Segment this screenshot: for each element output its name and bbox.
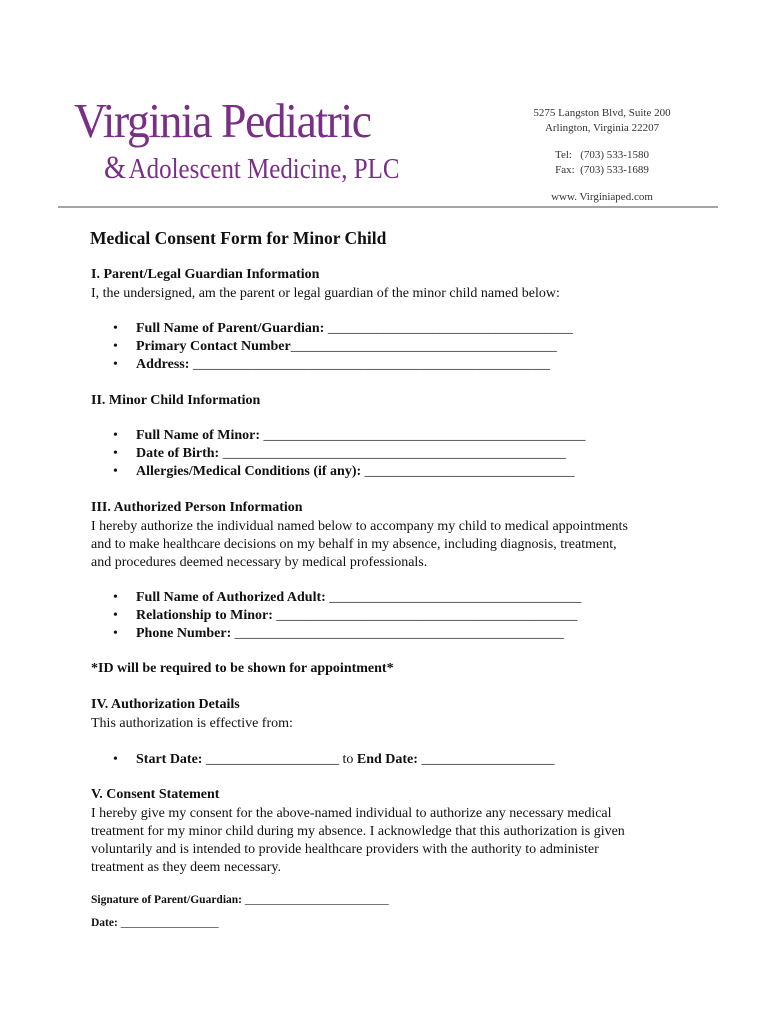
end-date-blank[interactable]: ___________________ <box>417 752 555 767</box>
section4-heading: IV. Authorization Details <box>91 697 240 712</box>
logo-line1: Virginia Pediatric <box>74 93 371 148</box>
field-label: Date of Birth: <box>136 446 220 461</box>
field-label: Full Name of Parent/Guardian: <box>136 321 325 336</box>
allergies-field <box>136 464 575 480</box>
dob-field <box>136 446 566 462</box>
parent-name-field <box>136 321 573 337</box>
tel-line: Tel: (703) 533-1580 <box>555 149 649 161</box>
contact-number-field <box>136 339 557 355</box>
logo-line2 <box>104 152 399 185</box>
signature-blank[interactable]: _________________________ <box>242 894 389 906</box>
id-note: *ID will be required to be shown for appointment* <box>91 661 394 676</box>
date-label: Date: <box>91 917 118 929</box>
section5-body-line1: I hereby give my consent for the above-named individual to authorize any necessary medical <box>91 806 612 821</box>
field-label: Phone Number: <box>136 626 232 641</box>
date-range-field <box>136 752 554 768</box>
start-date-label: Start Date: <box>136 752 203 767</box>
field-blank[interactable]: ___________________________________________ <box>272 608 578 623</box>
field-blank[interactable]: ____________________________________ <box>325 590 582 605</box>
end-date-label: End Date: <box>356 752 418 767</box>
section3-heading: III. Authorized Person Information <box>91 500 303 515</box>
contact-block <box>502 106 702 205</box>
form-title: Medical Consent Form for Minor Child <box>90 228 387 248</box>
section5-body-line3: voluntarily and is intended to provide healthcare providers with the authority to administer <box>91 842 599 857</box>
logo-line2-text: Adolescent Medicine, PLC <box>128 153 400 185</box>
section4-intro: This authorization is effective from: <box>91 716 293 731</box>
address-line1: 5275 Langston Blvd, Suite 200 <box>533 107 671 119</box>
section5-body-line2: treatment for my minor child during my absence. I acknowledge that this authorization is given <box>91 824 625 839</box>
to-text: to <box>342 752 357 767</box>
authorized-adult-field <box>136 590 581 606</box>
minor-name-field <box>136 428 586 444</box>
section3-body-line3: and procedures deemed necessary by medical professionals. <box>91 555 428 570</box>
field-label: Full Name of Authorized Adult: <box>136 590 326 605</box>
section1-heading: I. Parent/Legal Guardian Information <box>91 267 320 282</box>
field-blank[interactable]: ______________________________________________ <box>260 428 586 443</box>
field-blank[interactable]: _________________________________________________ <box>219 446 566 461</box>
field-blank[interactable]: _______________________________________________ <box>231 626 564 641</box>
field-blank[interactable]: ___________________________________________________ <box>189 357 550 372</box>
section3-body-line1: I hereby authorize the individual named below to accompany my child to medical appointments <box>91 519 628 534</box>
field-label: Address: <box>136 357 190 372</box>
section2-heading: II. Minor Child Information <box>91 393 261 408</box>
field-blank[interactable]: ___________________________________ <box>324 321 573 336</box>
logo-ampersand: & <box>104 150 127 186</box>
signature-field <box>91 894 389 906</box>
section5-heading: V. Consent Statement <box>91 787 220 802</box>
field-blank[interactable]: ______________________________________ <box>290 339 557 354</box>
start-date-blank[interactable]: ___________________ <box>202 752 343 767</box>
signature-label: Signature of Parent/Guardian: <box>91 894 242 906</box>
header-divider <box>58 206 718 208</box>
field-label: Full Name of Minor: <box>136 428 261 443</box>
field-label: Primary Contact Number <box>136 339 291 354</box>
section3-body-line2: and to make healthcare decisions on my behalf in my absence, including diagnosis, treatment, <box>91 537 617 552</box>
section5-body-line4: treatment as they deem necessary. <box>91 860 281 875</box>
field-label: Allergies/Medical Conditions (if any): <box>136 464 362 479</box>
date-blank[interactable]: _________________ <box>117 917 219 929</box>
relationship-field <box>136 608 577 624</box>
field-label: Relationship to Minor: <box>136 608 273 623</box>
field-blank[interactable]: ______________________________ <box>361 464 575 479</box>
phone-field <box>136 626 564 642</box>
address-line2: Arlington, Virginia 22207 <box>544 122 660 134</box>
address-field <box>136 357 550 373</box>
website-line: www. Virginiaped.com <box>551 191 653 203</box>
fax-line: Fax: (703) 533-1689 <box>555 164 649 176</box>
section1-intro: I, the undersigned, am the parent or legal guardian of the minor child named below: <box>91 286 560 301</box>
date-field <box>91 917 218 929</box>
